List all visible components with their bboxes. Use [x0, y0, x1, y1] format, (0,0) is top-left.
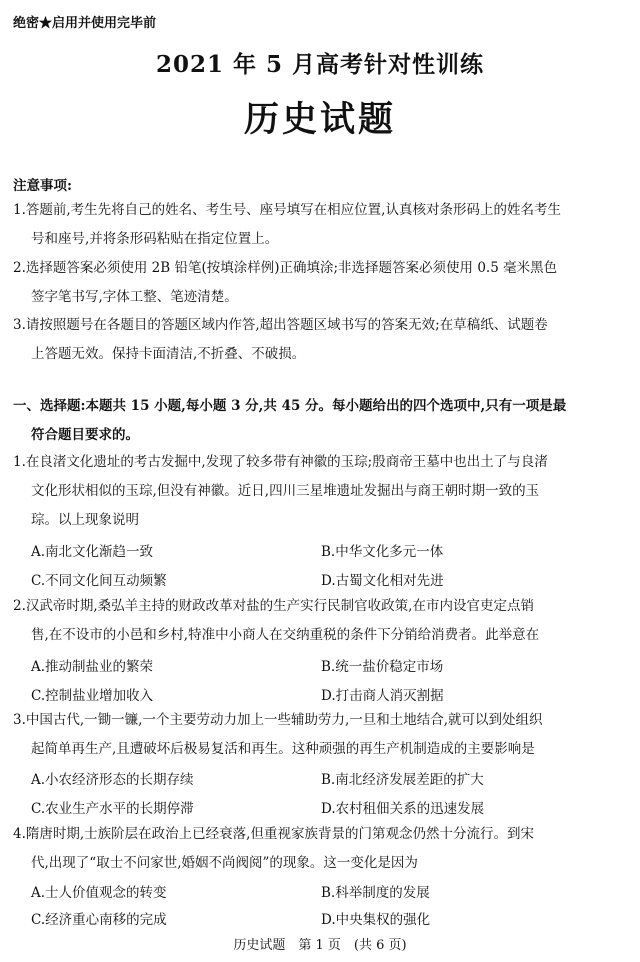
option-a: A.南北文化渐趋一致	[31, 544, 154, 560]
question-2-stem: 2.汉武帝时期,桑弘羊主持的财政改革对盐的生产实行民制官收政策,在市内设官吏定点销 售,在不设市的小邑和乡村,特准中小商人在交纳重税的条件下分销给消费者。此举意在	[13, 598, 540, 643]
option-a: A.士人价值观念的转变	[31, 885, 167, 901]
question-3-stem: 3.中国古代,一锄一镰,一个主要劳动力加上一些辅助劳力,一旦和土地结合,就可以到处组织 起简单再生产,且遭破坏后极易复活和再生。这种顽强的再生产机制造成的主要影响是	[13, 712, 543, 757]
option-b: B.统一盐价稳定市场	[321, 659, 444, 675]
option-d: D.打击商人消灭割据	[321, 688, 444, 704]
option-b: B.中华文化多元一体	[321, 544, 444, 560]
option-d: D.农村租佃关系的迅速发展	[321, 801, 485, 817]
option-b: B.南北经济发展差距的扩大	[321, 772, 484, 788]
option-c: C.经济重心南移的完成	[31, 912, 167, 928]
option-c: C.农业生产水平的长期停滞	[31, 801, 194, 817]
option-a: A.小农经济形态的长期存续	[31, 772, 194, 788]
exam-title: 2021 年 5 月高考针对性训练	[155, 51, 485, 78]
option-d: D.古蜀文化相对先进	[321, 573, 444, 589]
option-a: A.推动制盐业的繁荣	[31, 659, 154, 675]
exam-subject: 历史试题	[243, 99, 396, 140]
option-b: B.科举制度的发展	[321, 885, 430, 901]
option-c: C.不同文化间互动频繁	[31, 573, 167, 589]
page-footer: 历史试题 第 1 页 (共 6 页)	[233, 938, 407, 953]
option-c: C.控制盐业增加收入	[31, 688, 154, 704]
notice-heading: 注意事项:	[13, 178, 72, 194]
question-4-stem: 4.隋唐时期,士族阶层在政治上已经衰落,但重视家族背景的门第观念仍然十分流行。到宋 代,出现了“取士不问家世,婚姻不尚阀阅”的现象。这一变化是因为	[13, 826, 534, 871]
notice-item: 1.答题前,考生先将自己的姓名、考生号、座号填写在相应位置,认真核对条形码上的姓名考生 号和座号,并将条形码粘贴在指定位置上。	[13, 202, 561, 247]
notice-item: 3.请按照题号在各题目的答题区域内作答,超出答题区域书写的答案无效;在草稿纸、试题卷 上答题无效。保持卡面清洁,不折叠、不破损。	[13, 317, 548, 362]
option-d: D.中央集权的强化	[321, 912, 431, 928]
notice-item: 2.选择题答案必须使用 2B 铅笔(按填涂样例)正确填涂;非选择题答案必须使用 0.5 毫米黑色 签字笔书写,字体工整、笔迹清楚。	[13, 260, 558, 305]
question-1-stem: 1.在良渚文化遗址的考古发掘中,发现了较多带有神徽的玉琮;殷商帝王墓中也出土了与良渚 文化形状相似的玉琮,但没有神徽。近日,四川三星堆遗址发掘出与商王朝时期一致的玉 琮。以上现象说明	[13, 454, 548, 528]
confidential-label: 绝密★启用并使用完毕前	[13, 16, 157, 31]
section-instruction: 一、选择题:本题共 15 小题,每小题 3 分,共 45 分。每小题给出的四个选项中,只有一项是最 符合题目要求的。	[13, 398, 567, 443]
